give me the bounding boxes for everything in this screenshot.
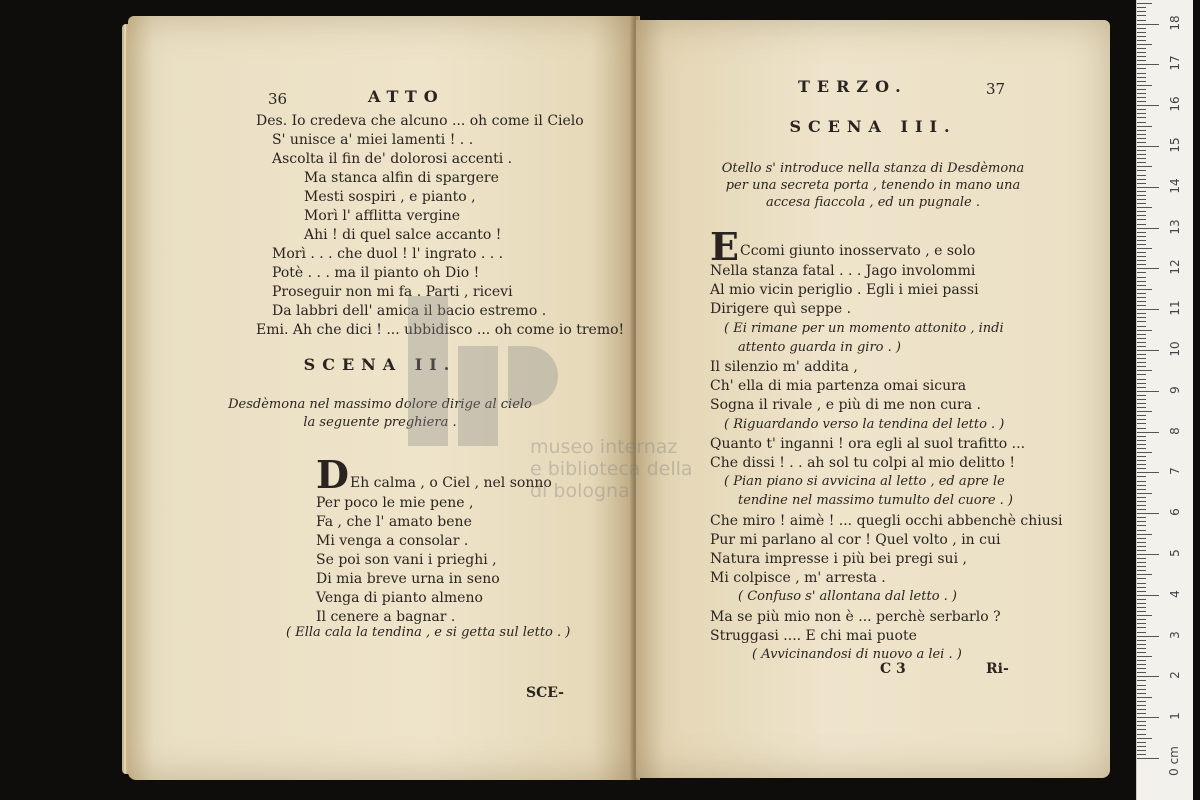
ruler-tick [1137,525,1146,526]
watermark-line-1: museo internaz [530,436,678,458]
ruler-tick [1137,7,1146,8]
ruler-tick [1137,48,1146,49]
ruler-tick [1137,583,1146,584]
verse-line: Dirigere quì seppe . [710,301,852,318]
verse-line: Morì l' afflitta vergine [304,208,461,224]
ruler-tick [1137,113,1146,114]
ruler-tick [1137,109,1146,110]
verse-line: Da labbri dell' amica il bacio estremo . [272,303,547,319]
ruler-tick [1137,358,1146,359]
right-page-number: 37 [986,80,1006,98]
ruler-number: 1 [1168,712,1182,721]
ruler-tick [1137,64,1159,65]
watermark-line-2: e biblioteca della [530,458,693,480]
verse-line: Struggasi .... E chi mai puote [710,627,917,644]
ruler-tick [1137,228,1159,229]
ruler-tick [1137,713,1146,714]
ruler-tick [1137,570,1146,571]
ruler-tick [1137,20,1146,21]
ruler-tick [1137,146,1159,147]
stage-direction-line: per una secreta porta , tenendo in mano una [725,178,1021,193]
scene-heading-2: SCENA II. [303,355,457,374]
stage-direction: attento guarda in giro . ) [738,339,901,355]
ruler-tick [1137,264,1146,265]
measurement-ruler [1136,0,1193,800]
ruler-number: 3 [1168,630,1182,639]
verse-line: Che miro ! aimè ! ... quegli occhi abbenchè chiusi [710,512,1063,529]
ruler-tick [1137,403,1146,404]
ruler-tick [1137,330,1152,331]
ruler-tick [1137,105,1159,106]
ruler-tick [1137,211,1146,212]
verse-line: Potè . . . ma il pianto oh Dio ! [272,265,480,281]
ruler-tick [1137,415,1146,416]
ruler-tick [1137,554,1159,555]
ruler-tick [1137,644,1146,645]
song-first-line: Eh calma , o Ciel , nel sonno [350,475,552,491]
verse-first-line: Ccomi giunto inosservato , e solo [740,243,976,259]
ruler-number: 5 [1168,549,1182,557]
ruler-tick [1137,423,1146,424]
stage-direction: ( Confuso s' allontana dal letto . ) [738,589,957,605]
ruler-tick [1137,179,1146,180]
ruler-tick [1137,391,1159,392]
ruler-tick [1137,754,1146,755]
ruler-tick [1137,354,1146,355]
ruler-tick [1137,440,1146,441]
ruler-tick [1137,183,1146,184]
verse-line: Morì . . . che duol ! l' ingrato . . . [272,246,504,262]
ruler-number: 13 [1168,218,1182,235]
stage-direction: ( Avvicinandosi di nuovo a lei . ) [752,647,962,662]
ruler-tick [1137,342,1146,343]
ruler-tick [1137,615,1152,616]
ruler-tick [1137,191,1146,192]
dropcap-d: D [316,452,349,497]
ruler-tick [1137,513,1159,514]
ruler-tick [1137,758,1159,759]
ruler-tick [1137,187,1159,188]
ruler-tick [1137,493,1152,494]
ruler-tick [1137,28,1146,29]
ruler-tick [1137,256,1146,257]
ruler-tick [1137,750,1146,751]
ruler-tick [1137,709,1146,710]
ruler-tick [1137,154,1146,155]
ruler-tick [1137,374,1146,375]
ruler-tick [1137,268,1159,269]
ruler-tick [1137,334,1146,335]
ruler-tick [1137,81,1146,82]
ruler-tick [1137,464,1146,465]
ruler-tick [1137,56,1146,57]
ruler-tick [1137,717,1159,718]
ruler-tick [1137,175,1146,176]
ruler-tick [1137,428,1146,429]
ruler-number: 18 [1168,14,1182,31]
ruler-tick [1137,468,1146,469]
verse-line: Nella stanza fatal . . . Jago involommi [710,263,976,279]
ruler-tick [1137,289,1152,290]
ruler-tick [1137,623,1146,624]
ruler-tick [1137,729,1146,730]
ruler-tick [1137,293,1146,294]
verse-line: Des. Io credeva che alcuno ... oh come il Cielo [256,113,584,129]
ruler-tick [1137,3,1152,4]
scene-heading-3: SCENA III. [789,117,957,136]
ruler-tick [1137,138,1146,139]
ruler-tick [1137,693,1146,694]
ruler-tick [1137,566,1146,567]
ruler-tick [1137,301,1146,302]
verse-line: Ch' ella di mia partenza omai sicura [710,378,967,395]
final-stage-direction: ( Ella cala la tendina , e si getta sul letto . ) [286,625,571,640]
ruler-tick [1137,68,1146,69]
ruler-tick [1137,317,1146,318]
ruler-number: 16 [1168,96,1182,112]
ruler-tick [1137,399,1146,400]
ruler-tick [1137,97,1146,98]
ruler-number: 11 [1168,300,1182,316]
ruler-tick [1137,166,1152,167]
verse-line: Ma stanca alfin di spargere [304,170,499,186]
verse-line: Il silenzio m' addita , [710,359,858,375]
ruler-number: 2 [1168,671,1182,680]
ruler-tick [1137,632,1146,633]
ruler-number: 8 [1168,426,1182,435]
ruler-tick [1137,562,1146,563]
ruler-tick [1137,672,1146,673]
ruler-tick [1137,232,1146,233]
ruler-tick [1137,77,1146,78]
ruler-tick [1137,640,1146,641]
ruler-tick [1137,685,1146,686]
ruler-tick [1137,387,1146,388]
ruler-tick [1137,591,1146,592]
ruler-tick [1137,383,1146,384]
verse-line: Natura impresse i più bei pregi sui , [710,551,967,567]
ruler-tick [1137,281,1146,282]
verse-line: Ahi ! di quel salce accanto ! [304,227,502,243]
ruler-tick [1137,648,1146,649]
ruler-tick [1137,448,1146,449]
ruler-tick [1137,44,1152,45]
stage-direction-line: Otello s' introduce nella stanza di Desdèmona [721,161,1025,176]
ruler-number: 12 [1168,259,1182,276]
ruler-tick [1137,530,1146,531]
verse-line: Ma se più mio non è ... perchè serbarlo ? [710,608,1001,625]
ruler-tick [1137,481,1146,482]
ruler-tick [1137,195,1146,196]
ruler-tick [1137,501,1146,502]
ruler-tick [1137,734,1146,735]
ruler-number: 7 [1168,467,1182,476]
ruler-tick [1137,509,1146,510]
ruler-tick [1137,370,1152,371]
ruler-tick [1137,432,1159,433]
ruler-tick [1137,162,1146,163]
ruler-tick [1137,701,1146,702]
song-line: Per poco le mie pene , [316,495,474,511]
watermark-line-3: di bologna [530,480,630,502]
ruler-tick [1137,142,1146,143]
ruler-tick [1137,676,1159,677]
ruler-tick [1137,240,1146,241]
left-page-number: 36 [268,90,288,108]
stage-direction: ( Ei rimane per un momento attonito , indi [724,320,1004,336]
ruler-tick [1137,40,1146,41]
ruler-number: 9 [1168,385,1182,394]
ruler-tick [1137,656,1152,657]
ruler-number: 10 [1168,341,1182,357]
song-line: Il cenere a bagnar . [316,609,456,625]
ruler-tick [1137,150,1146,151]
ruler-tick [1137,170,1146,171]
ruler-tick [1137,379,1146,380]
ruler-tick [1137,272,1146,273]
catchword-right: Ri- [986,661,1009,677]
ruler-tick [1137,32,1146,33]
ruler-tick [1137,11,1146,12]
ruler-tick [1137,85,1152,86]
song-line: Di mia breve urna in seno [316,571,500,587]
ruler-tick [1137,366,1146,367]
ruler-number: 15 [1168,137,1182,153]
ruler-tick [1137,660,1146,661]
left-running-head: ATTO [368,87,445,106]
ruler-tick [1137,546,1146,547]
ruler-tick [1137,89,1146,90]
ruler-tick [1137,680,1146,681]
open-book [128,16,1118,780]
ruler-tick [1137,93,1146,94]
ruler-tick [1137,215,1146,216]
stage-direction-line: accesa fiaccola , ed un pugnale . [766,195,980,210]
verse-line: S' unisce a' miei lamenti ! . . [272,132,474,148]
ruler-tick [1137,444,1146,445]
ruler-tick [1137,705,1146,706]
ruler-tick [1137,244,1146,245]
stage-direction: tendine nel massimo tumulto del cuore . ) [738,493,1013,509]
ruler-tick [1137,277,1146,278]
ruler-tick [1137,452,1152,453]
ruler-tick [1137,60,1146,61]
ruler-tick [1137,611,1146,612]
ruler-number: 14 [1168,178,1182,194]
ruler-tick [1137,158,1146,159]
ruler-tick [1137,134,1146,135]
ruler-tick [1137,595,1159,596]
ruler-tick [1137,297,1146,298]
ruler-tick [1137,664,1146,665]
song-line: Mi venga a consolar . [316,533,469,549]
ruler-tick [1137,350,1159,351]
ruler-tick [1137,203,1146,204]
ruler-tick [1137,636,1159,637]
ruler-tick [1137,550,1146,551]
ruler-tick [1137,578,1146,579]
signature-mark: C 3 [880,661,906,677]
ruler-tick [1137,285,1146,286]
ruler-tick [1137,199,1146,200]
ruler-tick [1137,619,1146,620]
ruler-tick [1137,725,1146,726]
ruler-unit-label: 0 cm [1167,746,1181,776]
ruler-tick [1137,117,1146,118]
ruler-tick [1137,326,1146,327]
ruler-tick [1137,24,1159,25]
ruler-tick [1137,599,1146,600]
ruler-tick [1137,224,1146,225]
ruler-tick [1137,101,1146,102]
ruler-tick [1137,738,1152,739]
ruler-tick [1137,697,1152,698]
ruler-tick [1137,627,1146,628]
ruler-tick [1137,472,1159,473]
ruler-tick [1137,236,1146,237]
verse-line: Emi. Ah che dici ! ... ubbidisco ... oh come io tremo! [256,322,625,338]
ruler-tick [1137,36,1146,37]
left-page [128,16,632,780]
song-line: Fa , che l' amato bene [316,514,472,530]
ruler-tick [1137,689,1146,690]
song-line: Venga di pianto almeno [316,590,483,606]
ruler-tick [1137,130,1146,131]
right-running-head: TERZO. [798,77,908,96]
ruler-tick [1137,456,1146,457]
ruler-tick [1137,542,1146,543]
ruler-tick [1137,411,1152,412]
right-page [636,20,1110,778]
stage-direction: ( Riguardando verso la tendina del letto . ) [724,416,1005,432]
stage-direction: ( Pian piano si avvicina al letto , ed apre le [724,474,1005,490]
verse-line: Mi colpisce , m' arresta . [710,570,886,587]
ruler-tick [1137,436,1146,437]
verse-line: Sogna il rivale , e più di me non cura . [710,397,981,414]
ruler-tick [1137,538,1146,539]
ruler-tick [1137,260,1146,261]
ruler-tick [1137,305,1146,306]
verse-line: Proseguir non mi fa . Parti , ricevi [272,284,513,300]
ruler-tick [1137,338,1146,339]
ruler-tick [1137,346,1146,347]
ruler-tick [1137,574,1152,575]
ruler-tick [1137,742,1146,743]
ruler-tick [1137,505,1146,506]
ruler-tick [1137,587,1146,588]
ruler-tick [1137,517,1146,518]
catchword-left: SCE- [526,685,564,701]
stage-direction-line-1: Desdèmona nel massimo dolore dirige al cielo [228,397,532,412]
ruler-tick [1137,534,1152,535]
ruler-tick [1137,126,1152,127]
ruler-tick [1137,721,1146,722]
ruler-tick [1137,419,1146,420]
ruler-tick [1137,207,1152,208]
ruler-tick [1137,652,1146,653]
ruler-tick [1137,460,1146,461]
ruler-tick [1137,313,1146,314]
ruler-tick [1137,219,1146,220]
ruler-tick [1137,558,1146,559]
ruler-tick [1137,497,1146,498]
ruler-tick [1137,407,1146,408]
song-line: Se poi son vani i prieghi , [316,552,497,568]
ruler-tick [1137,485,1146,486]
ruler-tick [1137,73,1146,74]
ruler-tick [1137,746,1146,747]
ruler-tick [1137,15,1146,16]
ruler-tick [1137,321,1146,322]
stage-direction-line-2: la seguente preghiera . [303,415,457,430]
ruler-number: 6 [1168,508,1182,517]
ruler-number: 4 [1168,589,1182,598]
ruler-tick [1137,607,1146,608]
verse-line: Ascolta il fin de' dolorosi accenti . [272,151,513,167]
ruler-tick [1137,489,1146,490]
ruler-number: 17 [1168,55,1182,72]
verse-line: Quanto t' inganni ! ora egli al suol trafitto ... [710,435,1026,452]
ruler-tick [1137,362,1146,363]
ruler-tick [1137,309,1159,310]
verse-line: Al mio vicin periglio . Egli i miei passi [710,282,979,299]
ruler-tick [1137,476,1146,477]
verse-line: Mesti sospiri , e pianto , [304,189,476,205]
ruler-tick [1137,603,1146,604]
ruler-tick [1137,52,1146,53]
ruler-tick [1137,395,1146,396]
verse-line: Che dissi ! . . ah sol tu colpi al mio delitto ! [710,455,1016,471]
ruler-tick [1137,521,1146,522]
ruler-tick [1137,248,1152,249]
dropcap-e: E [710,224,739,269]
verse-line: Pur mi parlano al cor ! Quel volto , in cui [710,531,1001,548]
ruler-tick [1137,668,1146,669]
ruler-tick [1137,252,1146,253]
ruler-tick [1137,122,1146,123]
